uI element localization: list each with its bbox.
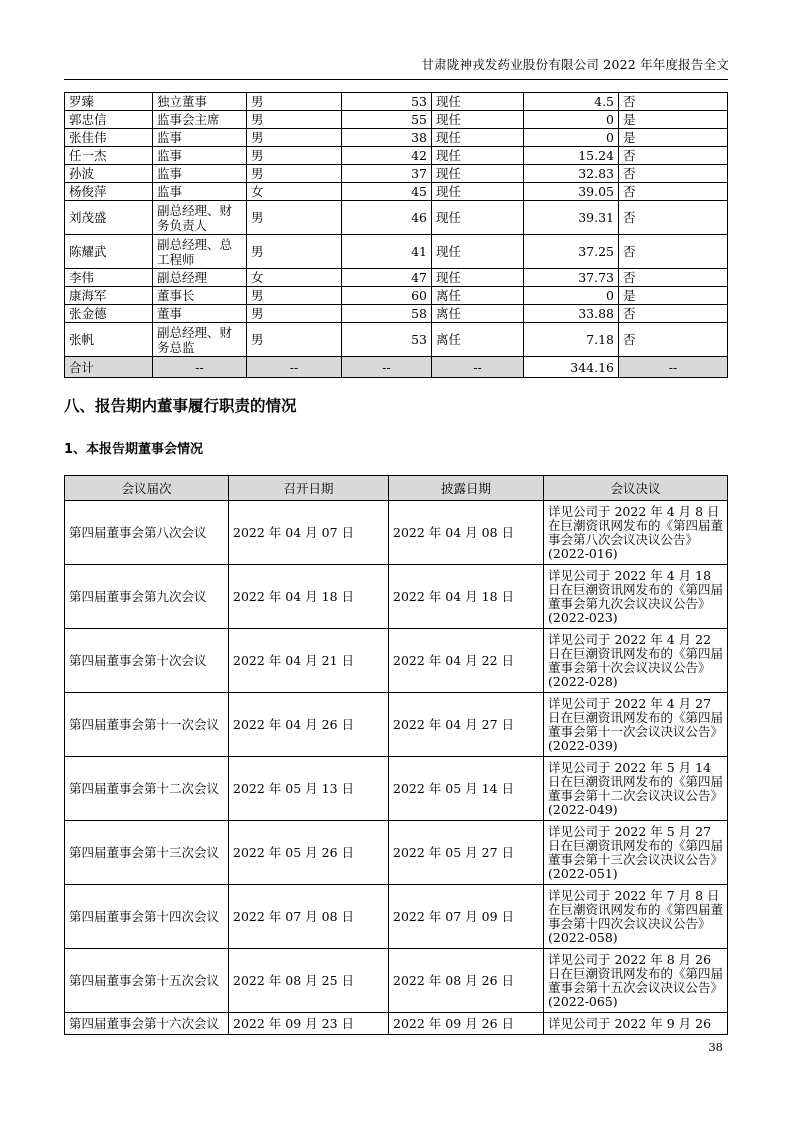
cell-status: 现任 xyxy=(432,129,524,147)
cell-age: 46 xyxy=(342,201,432,235)
table-row xyxy=(65,323,728,357)
cell-name: 李伟 xyxy=(65,269,153,287)
cell-resolution: 详见公司于 2022 年 8 月 26 日在巨潮资讯网发布的《第四届董事会第十五次会议决议公告》(2022-065) xyxy=(544,949,728,1013)
table-row xyxy=(65,269,728,287)
cell-age: 55 xyxy=(342,111,432,129)
cell-status: 现任 xyxy=(432,183,524,201)
cell-resolution: 详见公司于 2022 年 5 月 14 日在巨潮资讯网发布的《第四届董事会第十二次会议决议公告》(2022-049) xyxy=(544,757,728,821)
cell-flag: 否 xyxy=(619,147,728,165)
table-row xyxy=(65,165,728,183)
cell-pay: 37.73 xyxy=(524,269,619,287)
cell-gender: 男 xyxy=(247,305,342,323)
cell-position: 副总经理、财务总监 xyxy=(153,323,247,357)
table-row xyxy=(65,235,728,269)
cell-date-held: 2022 年 05 月 13 日 xyxy=(229,757,389,821)
cell-date-held: 2022 年 04 月 26 日 xyxy=(229,693,389,757)
cell-age: 38 xyxy=(342,129,432,147)
cell-resolution: 详见公司于 2022 年 7 月 8 日在巨潮资讯网发布的《第四届董事会第十四次会议决议公告》(2022-058) xyxy=(544,885,728,949)
cell-age: 60 xyxy=(342,287,432,305)
cell-date-disclosed: 2022 年 04 月 18 日 xyxy=(389,565,544,629)
page-number: 38 xyxy=(708,1040,723,1054)
personnel-table xyxy=(64,92,728,378)
cell-pay: 0 xyxy=(524,287,619,305)
cell-date-held: 2022 年 07 月 08 日 xyxy=(229,885,389,949)
cell-session: 第四届董事会第十一次会议 xyxy=(65,693,229,757)
subsection-heading: 1、本报告期董事会情况 xyxy=(64,442,204,457)
cell-pay: 15.24 xyxy=(524,147,619,165)
cell-status: 离任 xyxy=(432,305,524,323)
cell-age: 53 xyxy=(342,93,432,111)
cell-session: 第四届董事会第八次会议 xyxy=(65,501,229,565)
cell-position: 监事 xyxy=(153,147,247,165)
section-heading: 八、报告期内董事履行职责的情况 xyxy=(64,397,297,415)
cell-status: 现任 xyxy=(432,201,524,235)
cell-age: 58 xyxy=(342,305,432,323)
cell-date-disclosed: 2022 年 07 月 09 日 xyxy=(389,885,544,949)
cell-resolution: 详见公司于 2022 年 4 月 27 日在巨潮资讯网发布的《第四届董事会第十一次会议决议公告》(2022-039) xyxy=(544,693,728,757)
cell-position: 监事会主席 xyxy=(153,111,247,129)
cell-name: 张金德 xyxy=(65,305,153,323)
cell-dash: -- xyxy=(153,357,247,378)
cell-position: 监事 xyxy=(153,129,247,147)
cell-gender: 女 xyxy=(247,269,342,287)
cell-session: 第四届董事会第十五次会议 xyxy=(65,949,229,1013)
cell-dash: -- xyxy=(247,357,342,378)
cell-pay: 7.18 xyxy=(524,323,619,357)
cell-position: 董事 xyxy=(153,305,247,323)
column-header-date-disclosed: 披露日期 xyxy=(389,476,544,501)
cell-resolution: 详见公司于 2022 年 9 月 26 xyxy=(544,1013,728,1035)
cell-gender: 男 xyxy=(247,323,342,357)
cell-date-held: 2022 年 09 月 23 日 xyxy=(229,1013,389,1035)
cell-pay: 32.83 xyxy=(524,165,619,183)
cell-flag: 否 xyxy=(619,201,728,235)
cell-gender: 男 xyxy=(247,129,342,147)
cell-status: 现任 xyxy=(432,93,524,111)
table-row xyxy=(65,201,728,235)
cell-status: 现任 xyxy=(432,269,524,287)
cell-position: 独立董事 xyxy=(153,93,247,111)
cell-flag: 否 xyxy=(619,305,728,323)
cell-date-held: 2022 年 04 月 18 日 xyxy=(229,565,389,629)
cell-gender: 男 xyxy=(247,287,342,305)
cell-flag: 否 xyxy=(619,235,728,269)
cell-resolution: 详见公司于 2022 年 4 月 8 日在巨潮资讯网发布的《第四届董事会第八次会议决议公告》(2022-016) xyxy=(544,501,728,565)
cell-name: 张佳伟 xyxy=(65,129,153,147)
table-row xyxy=(65,305,728,323)
cell-flag: 否 xyxy=(619,323,728,357)
cell-name: 孙波 xyxy=(65,165,153,183)
cell-pay: 37.25 xyxy=(524,235,619,269)
table-row xyxy=(65,287,728,305)
cell-dash: -- xyxy=(619,357,728,378)
cell-session: 第四届董事会第十四次会议 xyxy=(65,885,229,949)
cell-status: 离任 xyxy=(432,287,524,305)
table-row xyxy=(65,501,728,565)
cell-pay: 39.31 xyxy=(524,201,619,235)
cell-status: 现任 xyxy=(432,147,524,165)
cell-resolution: 详见公司于 2022 年 4 月 22 日在巨潮资讯网发布的《第四届董事会第十次会议决议公告》(2022-028) xyxy=(544,629,728,693)
table-row xyxy=(65,147,728,165)
table-row xyxy=(65,949,728,1013)
cell-gender: 女 xyxy=(247,183,342,201)
header-rule xyxy=(64,79,728,80)
cell-dash: -- xyxy=(342,357,432,378)
cell-resolution: 详见公司于 2022 年 4 月 18 日在巨潮资讯网发布的《第四届董事会第九次会议决议公告》(2022-023) xyxy=(544,565,728,629)
cell-position: 监事 xyxy=(153,165,247,183)
page-content xyxy=(64,0,729,1035)
cell-status: 现任 xyxy=(432,235,524,269)
cell-dash: -- xyxy=(432,357,524,378)
cell-position: 副总经理、财务负责人 xyxy=(153,201,247,235)
cell-gender: 男 xyxy=(247,147,342,165)
cell-name: 康海军 xyxy=(65,287,153,305)
cell-gender: 男 xyxy=(247,201,342,235)
cell-date-disclosed: 2022 年 09 月 26 日 xyxy=(389,1013,544,1035)
cell-position: 副总经理、总工程师 xyxy=(153,235,247,269)
cell-session: 第四届董事会第十次会议 xyxy=(65,629,229,693)
cell-name: 任一杰 xyxy=(65,147,153,165)
table-row xyxy=(65,629,728,693)
cell-pay: 33.88 xyxy=(524,305,619,323)
cell-pay: 0 xyxy=(524,129,619,147)
cell-flag: 否 xyxy=(619,165,728,183)
cell-position: 副总经理 xyxy=(153,269,247,287)
cell-status: 离任 xyxy=(432,323,524,357)
cell-date-held: 2022 年 05 月 26 日 xyxy=(229,821,389,885)
cell-position: 董事长 xyxy=(153,287,247,305)
cell-date-held: 2022 年 08 月 25 日 xyxy=(229,949,389,1013)
cell-session: 第四届董事会第十三次会议 xyxy=(65,821,229,885)
cell-date-disclosed: 2022 年 05 月 14 日 xyxy=(389,757,544,821)
column-header-session: 会议届次 xyxy=(65,476,229,501)
cell-age: 41 xyxy=(342,235,432,269)
cell-gender: 男 xyxy=(247,111,342,129)
cell-total-label: 合计 xyxy=(65,357,153,378)
cell-date-disclosed: 2022 年 05 月 27 日 xyxy=(389,821,544,885)
meetings-table xyxy=(64,475,728,1035)
cell-gender: 男 xyxy=(247,165,342,183)
meetings-header-row xyxy=(65,476,728,501)
cell-gender: 男 xyxy=(247,93,342,111)
table-row xyxy=(65,821,728,885)
cell-date-disclosed: 2022 年 04 月 22 日 xyxy=(389,629,544,693)
cell-age: 42 xyxy=(342,147,432,165)
cell-total-pay: 344.16 xyxy=(524,357,619,378)
table-row xyxy=(65,885,728,949)
cell-flag: 是 xyxy=(619,111,728,129)
cell-name: 杨俊萍 xyxy=(65,183,153,201)
cell-date-held: 2022 年 04 月 21 日 xyxy=(229,629,389,693)
cell-name: 刘茂盛 xyxy=(65,201,153,235)
table-row xyxy=(65,111,728,129)
cell-flag: 否 xyxy=(619,183,728,201)
cell-date-disclosed: 2022 年 08 月 26 日 xyxy=(389,949,544,1013)
table-row xyxy=(65,93,728,111)
cell-pay: 39.05 xyxy=(524,183,619,201)
cell-date-held: 2022 年 04 月 07 日 xyxy=(229,501,389,565)
cell-flag: 是 xyxy=(619,129,728,147)
cell-session: 第四届董事会第十六次会议 xyxy=(65,1013,229,1035)
cell-name: 张帆 xyxy=(65,323,153,357)
cell-date-disclosed: 2022 年 04 月 27 日 xyxy=(389,693,544,757)
running-header: 甘肃陇神戎发药业股份有限公司 2022 年年度报告全文 xyxy=(421,57,729,72)
cell-name: 罗臻 xyxy=(65,93,153,111)
cell-flag: 是 xyxy=(619,287,728,305)
cell-date-disclosed: 2022 年 04 月 08 日 xyxy=(389,501,544,565)
total-row xyxy=(65,357,728,378)
cell-status: 现任 xyxy=(432,111,524,129)
cell-age: 37 xyxy=(342,165,432,183)
cell-name: 陈耀武 xyxy=(65,235,153,269)
cell-session: 第四届董事会第十二次会议 xyxy=(65,757,229,821)
column-header-resolution: 会议决议 xyxy=(544,476,728,501)
table-row xyxy=(65,757,728,821)
column-header-date-held: 召开日期 xyxy=(229,476,389,501)
cell-status: 现任 xyxy=(432,165,524,183)
cell-age: 47 xyxy=(342,269,432,287)
table-row xyxy=(65,129,728,147)
cell-gender: 男 xyxy=(247,235,342,269)
cell-age: 53 xyxy=(342,323,432,357)
cell-flag: 否 xyxy=(619,269,728,287)
cell-resolution: 详见公司于 2022 年 5 月 27 日在巨潮资讯网发布的《第四届董事会第十三次会议决议公告》(2022-051) xyxy=(544,821,728,885)
cell-name: 郭忠信 xyxy=(65,111,153,129)
table-row xyxy=(65,565,728,629)
cell-flag: 否 xyxy=(619,93,728,111)
table-row xyxy=(65,1013,728,1035)
cell-pay: 0 xyxy=(524,111,619,129)
table-row xyxy=(65,693,728,757)
cell-position: 监事 xyxy=(153,183,247,201)
cell-age: 45 xyxy=(342,183,432,201)
cell-session: 第四届董事会第九次会议 xyxy=(65,565,229,629)
table-row xyxy=(65,183,728,201)
cell-pay: 4.5 xyxy=(524,93,619,111)
